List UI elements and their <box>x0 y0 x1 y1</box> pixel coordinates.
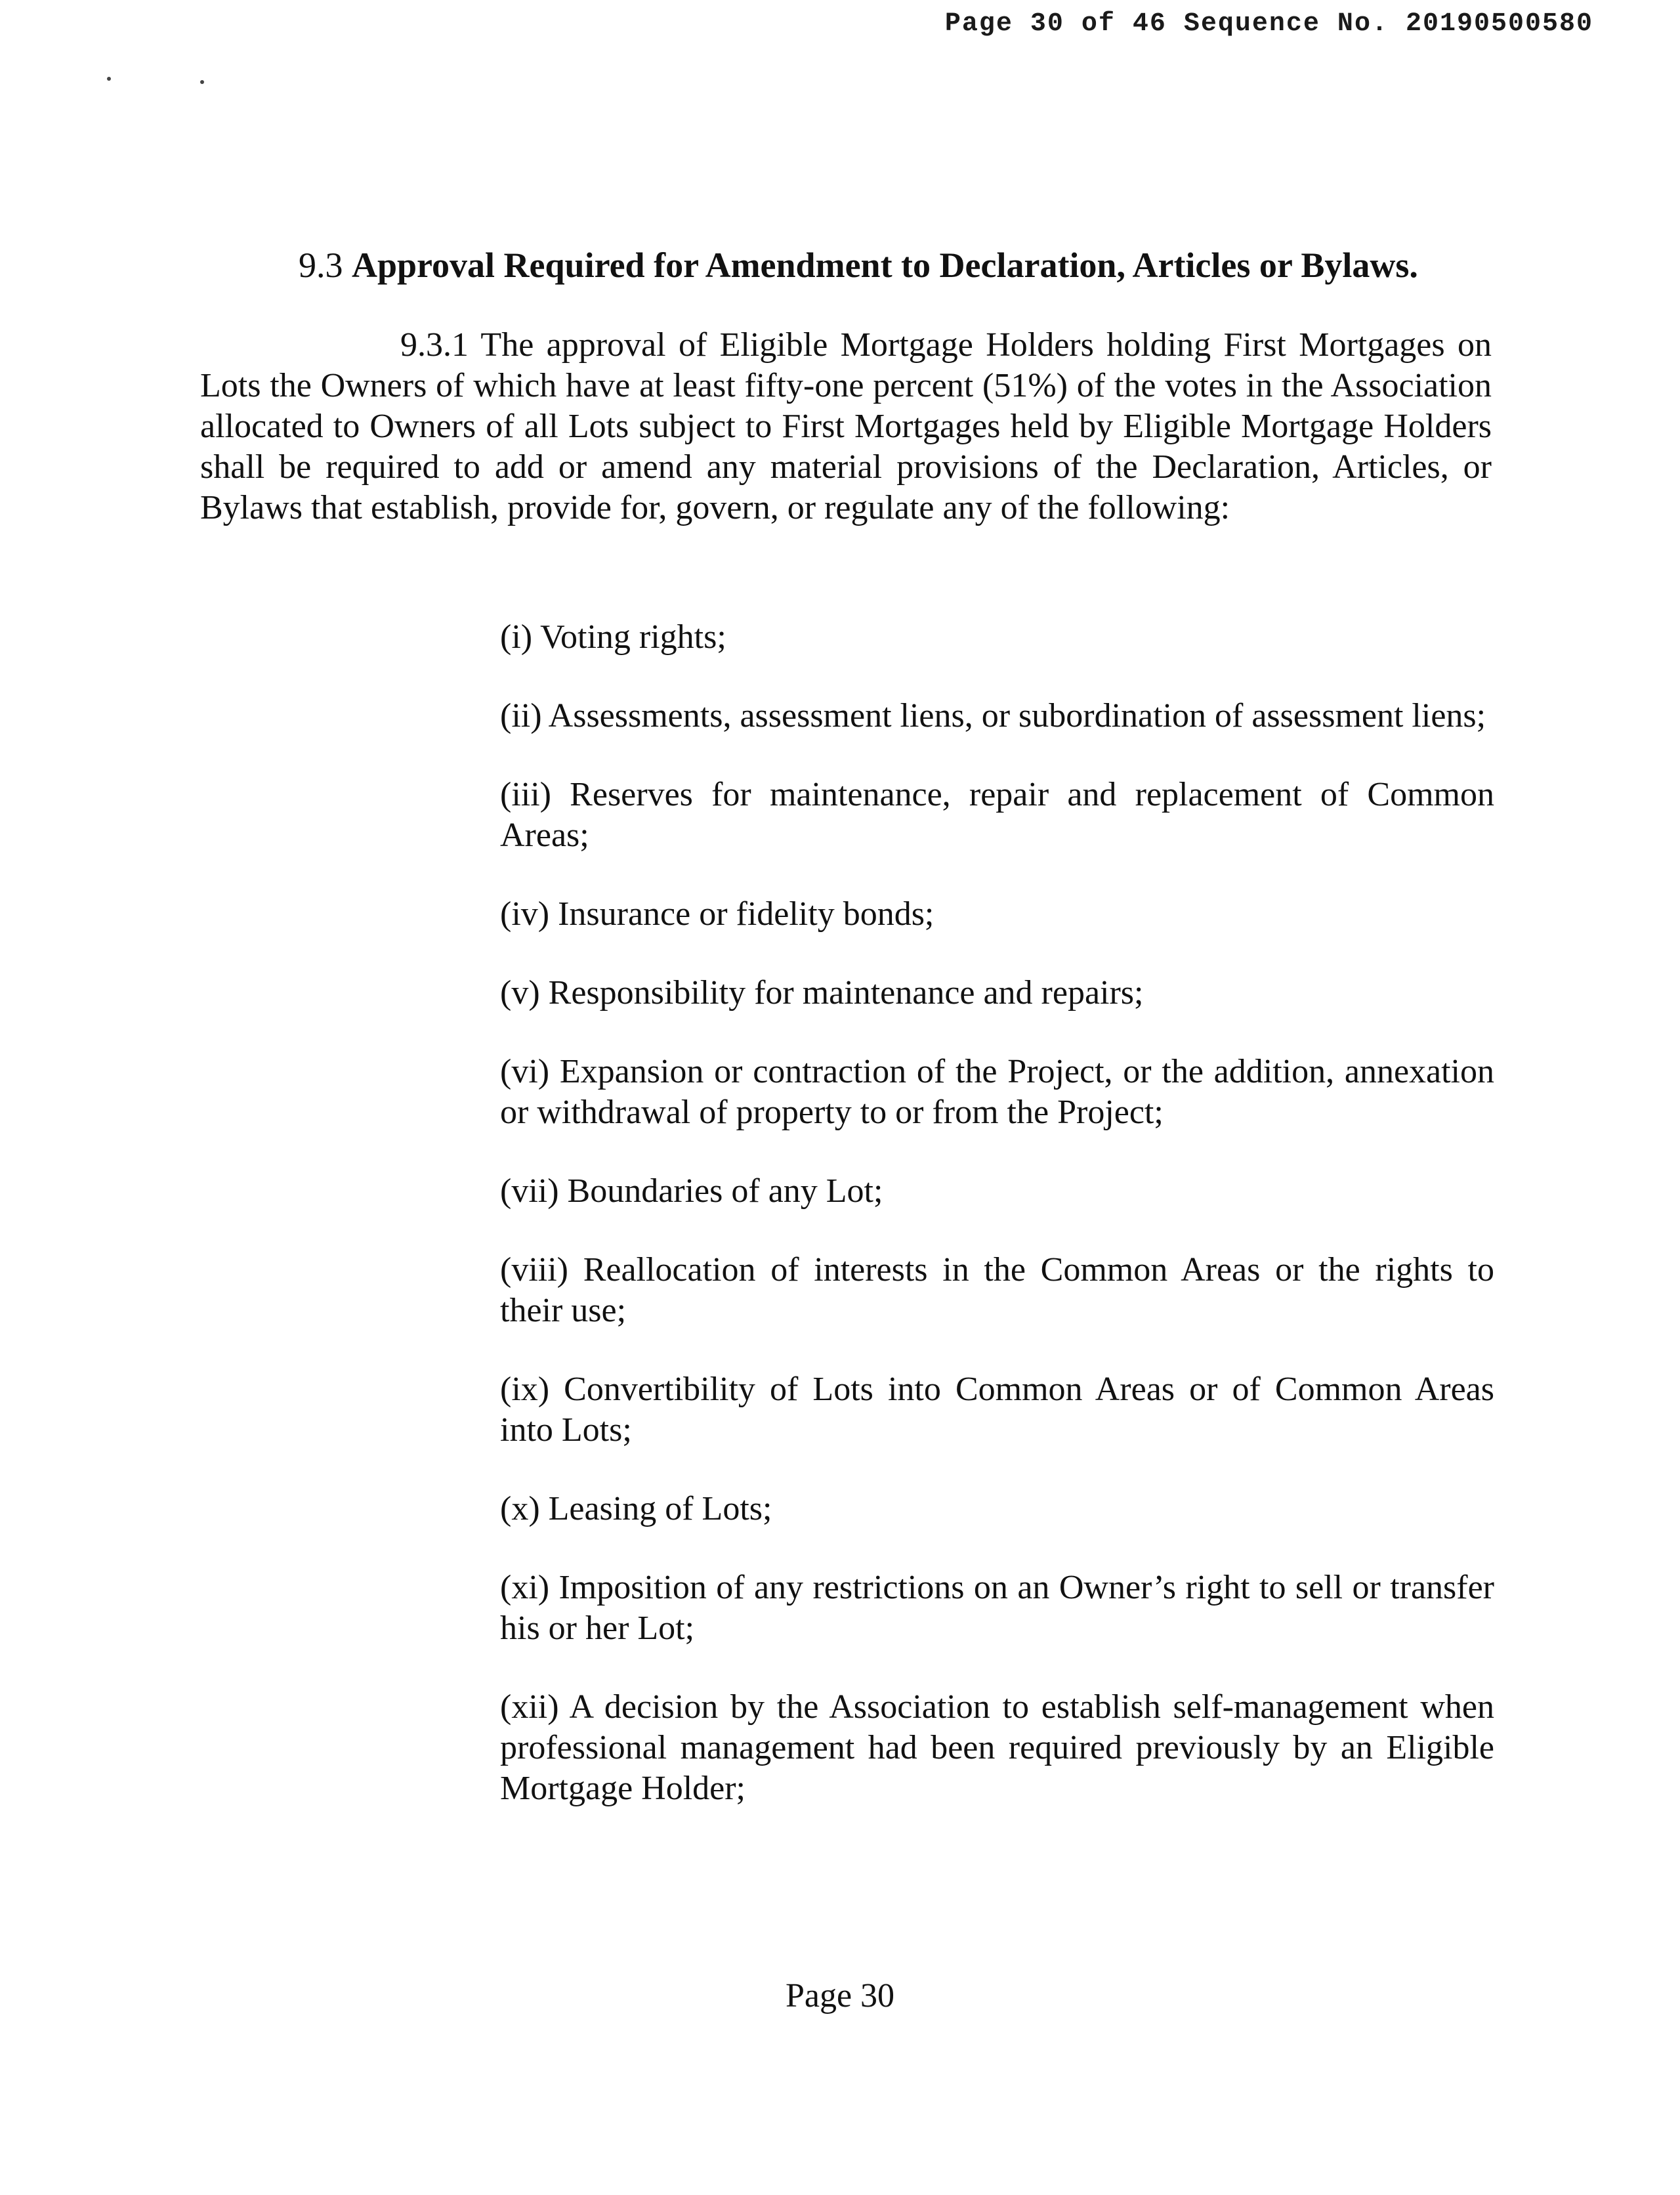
sequence-stamp: Page 30 of 46 Sequence No. 20190500580 <box>944 9 1593 39</box>
section-heading <box>299 245 1418 286</box>
intro-paragraph: 9.3.1 The approval of Eligible Mortgage Holders holding First Mortgages on Lots the Owners of which have at least fifty-one percent (51%) of the votes in the Association allocated to Owners of all Lots subject to First Mortgages held by Eligible Mortgage Holders shall be required to add or amend any material provisions of the Declaration, Articles, or Bylaws that establish, provide for, govern, or regulate any of the following: <box>200 326 1492 526</box>
list-item: (vi) Expansion or contraction of the Project, or the addition, annexation or withdrawal of property to or from the Project; <box>500 1053 1494 1131</box>
list-item: (xii) A decision by the Association to establish self-management when professional management had been required previously by an Eligible Mortgage Holder; <box>500 1688 1494 1807</box>
page-number: Page 30 <box>785 1977 895 2014</box>
section-title: Approval Required for Amendment to Declaration, Articles or Bylaws. <box>352 245 1418 285</box>
list-item: (ii) Assessments, assessment liens, or subordination of assessment liens; <box>500 697 1486 735</box>
list-item: (v) Responsibility for maintenance and repairs; <box>500 974 1144 1012</box>
scan-speck <box>107 77 111 81</box>
list-item: (viii) Reallocation of interests in the Common Areas or the rights to their use; <box>500 1251 1494 1329</box>
provision-list <box>500 617 1494 1847</box>
list-item: (iii) Reserves for maintenance, repair and replacement of Common Areas; <box>500 776 1494 854</box>
list-item: (iv) Insurance or fidelity bonds; <box>500 895 934 933</box>
list-item: (vii) Boundaries of any Lot; <box>500 1172 883 1210</box>
list-item: (i) Voting rights; <box>500 618 726 656</box>
scan-speck <box>200 80 204 84</box>
list-item: (xi) Imposition of any restrictions on an Owner’s right to sell or transfer his or her Lot; <box>500 1569 1494 1647</box>
list-item: (x) Leasing of Lots; <box>500 1490 772 1527</box>
section-number: 9.3 <box>299 245 343 285</box>
list-item: (ix) Convertibility of Lots into Common Areas or of Common Areas into Lots; <box>500 1371 1494 1449</box>
